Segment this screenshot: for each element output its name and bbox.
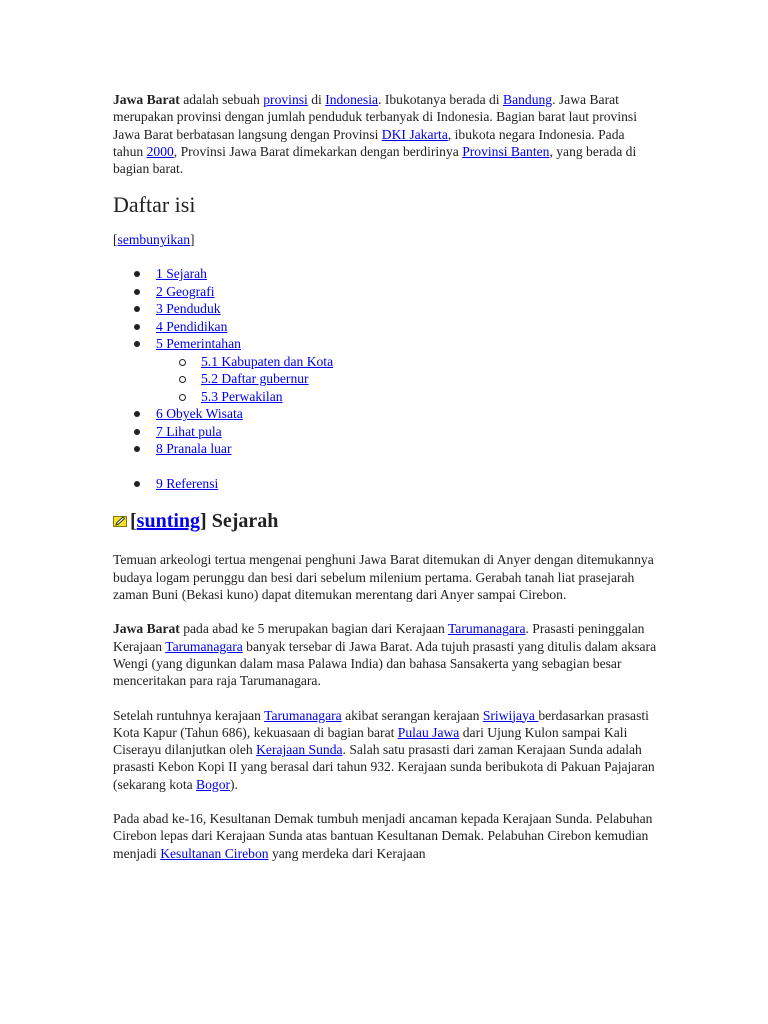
toc-link[interactable]: 5.2 Daftar gubernur — [201, 371, 309, 387]
bullet-icon — [134, 271, 140, 277]
link-tarumanagara[interactable]: Tarumanagara — [447, 621, 526, 637]
toc-list — [113, 265, 658, 492]
toc-link[interactable]: 7 Lihat pula — [156, 423, 222, 439]
toc-link[interactable]: 6 Obyek Wisata — [156, 406, 243, 422]
toc-link[interactable]: 1 Sejarah — [156, 266, 207, 282]
paragraph-tarumanagara: Jawa Barat pada abad ke 5 merupakan bagian dari Kerajaan Tarumanagara. Prasasti peninggalan Kerajaan Tarumanagara banyak tersebar di Jawa Barat. Ada tujuh prasasti yang ditulis dalam aksara Wengi (yang digunkan dalam masa Palawa India) dan bahasa Sansakerta yang sebagian besar menceritakan para raja Tarumanagara. — [113, 621, 657, 689]
link-sriwijaya[interactable]: Sriwijaya — [482, 707, 539, 723]
toc-item-referensi — [113, 475, 658, 493]
bullet-icon — [134, 411, 140, 417]
section-heading-sejarah: [ sunting ] Sejarah — [113, 508, 658, 534]
toc-link[interactable]: 4 Pendidikan — [156, 318, 228, 334]
section-title: Sejarah — [206, 510, 279, 533]
toc-item-penduduk — [113, 300, 658, 318]
link-provinsi-banten[interactable]: Provinsi Banten — [462, 143, 550, 159]
toc-sublist — [156, 353, 658, 406]
toc-hide-link[interactable]: sembunyikan — [117, 232, 191, 248]
pencil-edit-icon[interactable] — [113, 515, 128, 528]
bullet-icon — [134, 289, 140, 295]
bullet-icon — [134, 341, 140, 347]
toc-toggle: [sembunyikan] — [113, 232, 195, 248]
link-tarumanagara[interactable]: Tarumanagara — [165, 638, 243, 654]
toc-link[interactable]: 5.3 Perwakilan — [201, 388, 283, 404]
circle-bullet-icon — [179, 376, 186, 383]
bold-subject: Jawa Barat — [113, 621, 180, 637]
toc-link[interactable]: 2 Geografi — [156, 283, 215, 299]
intro-paragraph: Jawa Barat adalah sebuah provinsi di Indonesia. Ibukotanya berada di Bandung. Jawa Barat merupakan provinsi dengan jumlah penduduk terbanyak di Indonesia. Bagian barat laut provinsi Jawa Barat berbatasan langsung dengan Provinsi DKI Jakarta, ibukota negara Indonesia. Pada tahun 2000, Provinsi Jawa Barat dimekarkan dengan berdirinya Provinsi Banten, yang berada di bagian barat. — [113, 92, 637, 177]
toc-link[interactable]: 3 Penduduk — [156, 301, 221, 317]
toc-item-pendidikan — [113, 318, 658, 336]
bullet-icon — [134, 429, 140, 435]
link-pulau-jawa[interactable]: Pulau Jawa — [397, 724, 460, 740]
circle-bullet-icon — [179, 394, 186, 401]
toc-subitem-kabupaten — [113, 353, 658, 371]
toc-title: Daftar isi — [113, 192, 196, 218]
link-kesultanan-cirebon[interactable]: Kesultanan Cirebon — [160, 845, 269, 861]
link-year-2000[interactable]: 2000 — [146, 143, 174, 159]
link-dki-jakarta[interactable]: DKI Jakarta — [381, 126, 448, 142]
toc-item-lihat-pula — [113, 423, 658, 441]
link-tarumanagara[interactable]: Tarumanagara — [264, 707, 342, 723]
toc-link[interactable]: 8 Pranala luar — [156, 441, 232, 457]
toc-subitem-gubernur — [113, 370, 658, 388]
toc-item-obyek-wisata — [113, 405, 658, 423]
link-bandung[interactable]: Bandung — [503, 92, 553, 107]
toc-item-geografi — [113, 283, 658, 301]
toc-link[interactable]: 9 Referensi — [156, 475, 219, 491]
toc-item-pranala-luar — [113, 440, 658, 458]
bullet-icon — [134, 324, 140, 330]
bold-subject: Jawa Barat — [113, 92, 180, 107]
bullet-icon — [134, 446, 140, 452]
toc-subitem-perwakilan — [113, 388, 658, 406]
article — [113, 91, 658, 862]
paragraph-kerajaan-sunda: Setelah runtuhnya kerajaan Tarumanagara akibat serangan kerajaan Sriwijaya berdasarkan prasasti Kota Kapur (Tahun 686), kekuasaan di bagian barat Pulau Jawa dari Ujung Kulon sampai Kali Ciserayu dilanjutkan oleh Kerajaan Sunda. Salah satu prasasti dari zaman Kerajaan Sunda adalah prasasti Kebon Kopi II yang berasal dari tahun 932. Kerajaan sunda beribukota di Pakuan Pajajaran (sekarang kota Bogor). — [113, 707, 655, 792]
paragraph-arkeologi: Temuan arkeologi tertua mengenai penghuni Jawa Barat ditemukan di Anyer dengan ditemukannya budaya logam perunggu dan besi dari sebelum milenium pertama. Gerabah tanah liat prasejarah zaman Buni (Bekasi kuno) dapat ditemukan merentang dari Anyer sampai Cirebon. — [113, 552, 654, 603]
paragraph-kesultanan: Pada abad ke-16, Kesultanan Demak tumbuh menjadi ancaman kepada Kerajaan Sunda. Pelabuhan Cirebon lepas dari Kerajaan Sunda atas bantuan Kesultanan Demak. Pelabuhan Cirebon kemudian menjadi Kesultanan Cirebon yang merdeka dari Kerajaan — [113, 811, 653, 861]
link-bogor[interactable]: Bogor — [196, 776, 231, 792]
toc-link[interactable]: 5.1 Kabupaten dan Kota — [201, 353, 334, 369]
link-indonesia[interactable]: Indonesia — [325, 92, 379, 107]
link-provinsi[interactable]: provinsi — [263, 92, 308, 107]
toc-item-sejarah — [113, 265, 658, 283]
bullet-icon — [134, 306, 140, 312]
edit-section-link[interactable]: sunting — [136, 510, 201, 533]
circle-bullet-icon — [179, 359, 186, 366]
toc-link[interactable]: 5 Pemerintahan — [156, 336, 241, 352]
link-kerajaan-sunda[interactable]: Kerajaan Sunda — [256, 742, 343, 758]
toc-item-pemerintahan — [113, 335, 658, 405]
bullet-icon — [134, 481, 140, 487]
